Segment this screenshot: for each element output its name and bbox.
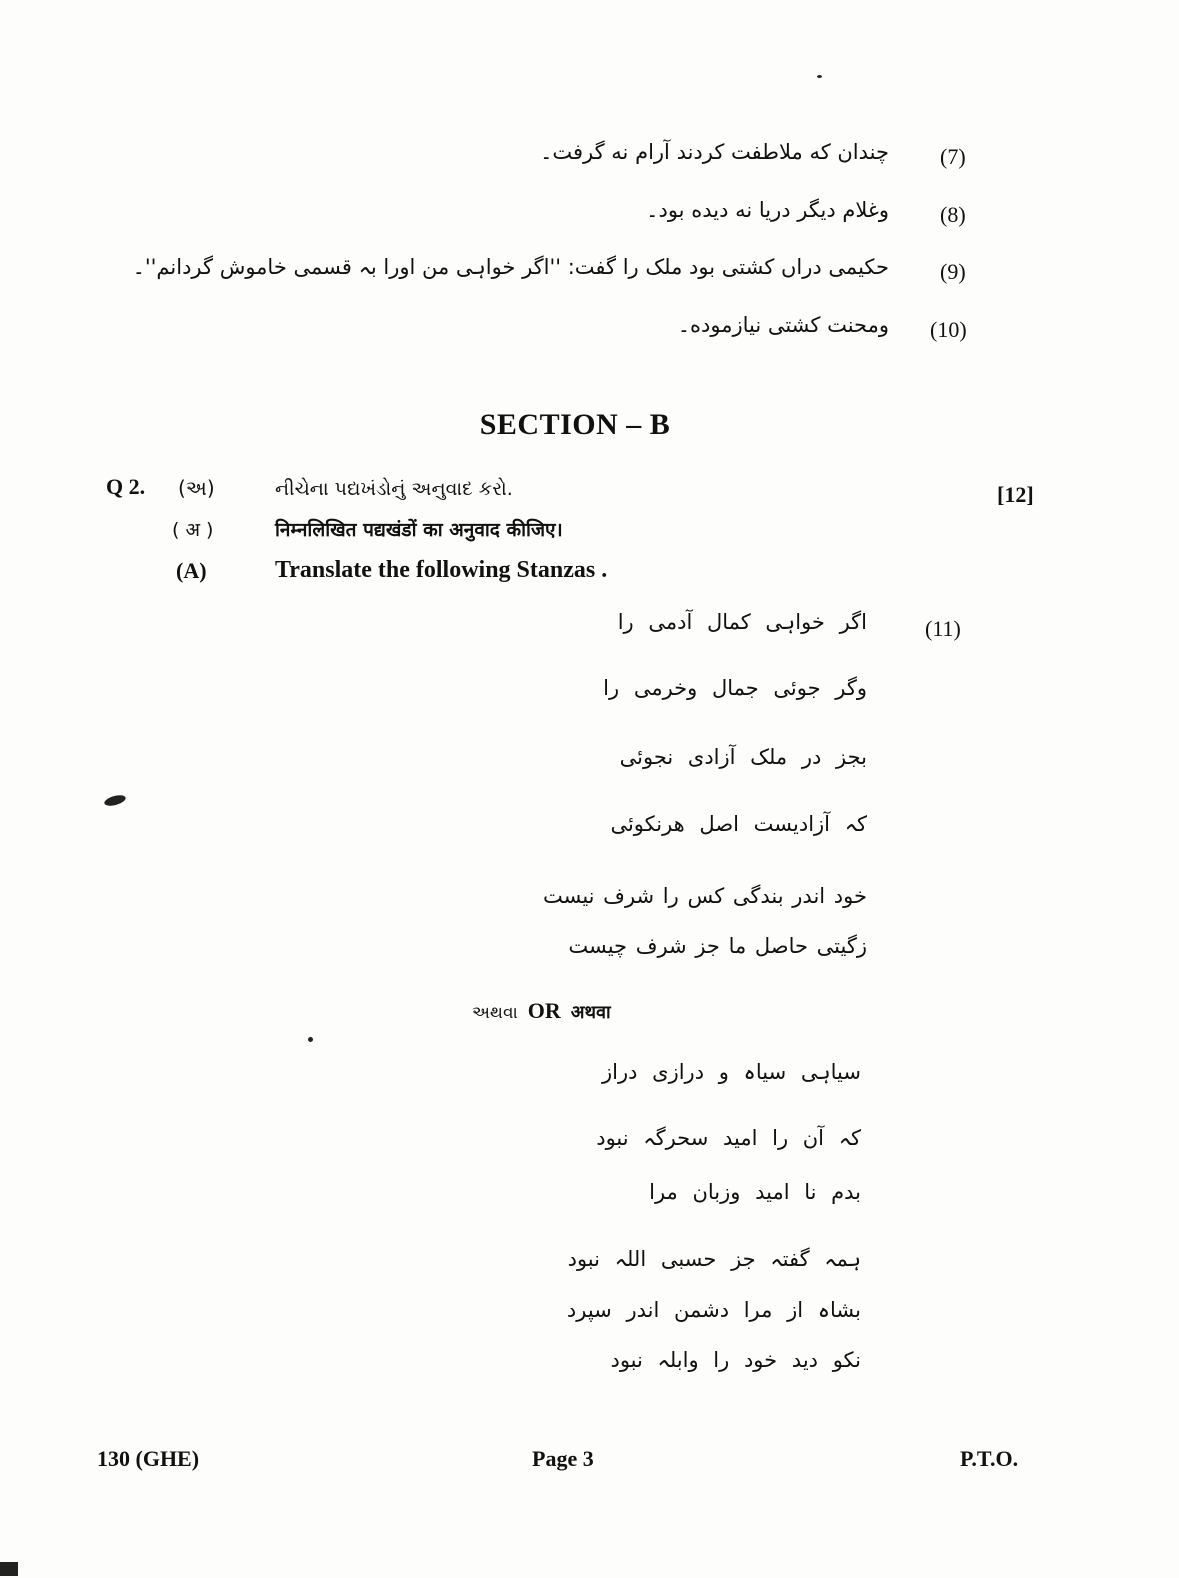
stanza-1-line: زگیتی حاصل ما جز شرف چیست xyxy=(568,934,867,958)
stanza-1-line: وگر جوئی جمال وخرمی را xyxy=(603,676,867,700)
scan-speck xyxy=(817,75,822,78)
or-english: OR xyxy=(527,998,561,1023)
stanza-1-line: بجز در ملک آزادی نجوئی xyxy=(619,745,867,769)
q1-item-10-number: (10) xyxy=(930,317,967,342)
instruction-hindi: निम्नलिखित पद्यखंडों का अनुवाद कीजिए। xyxy=(275,519,563,541)
stanza-2-line: ہمہ گفتہ جز حسبی اللہ نبود xyxy=(567,1247,861,1271)
q1-item-10-text: ومحنت کشتی نیازموده۔ xyxy=(677,313,889,337)
stanza-1-number: (11) xyxy=(925,616,961,641)
section-title: SECTION – B xyxy=(479,408,671,441)
q1-item-8-text: وغلام دیگر دریا نه دیده بود۔ xyxy=(646,198,889,222)
question-number: Q 2. xyxy=(106,474,146,499)
stanza-2-line: سیاہی سیاہ و درازی دراز xyxy=(602,1060,861,1084)
stanza-2-line: نکو دید خود را وابلہ نبود xyxy=(610,1348,861,1372)
scan-speck xyxy=(308,1037,313,1042)
q1-item-9-text: حکیمی دراں کشتی بود ملک را گفت: ''اگر خواہی من اورا بہ قسمی خاموش گردانم''۔ xyxy=(132,255,889,279)
q1-item-9-number: (9) xyxy=(940,259,966,284)
sub-label-hindi: ( अ ) xyxy=(172,519,214,541)
stanza-1-line: اگر خواہی کمال آدمی را xyxy=(617,610,867,634)
page-number: Page 3 xyxy=(532,1446,594,1471)
or-hindi: अथवा xyxy=(570,1002,611,1023)
or-separator xyxy=(472,998,611,1024)
paper-code: 130 (GHE) xyxy=(97,1446,200,1471)
marks-badge: [12] xyxy=(997,482,1034,507)
stanza-2-line: کہ آن را امید سحرگہ نبود xyxy=(596,1126,861,1150)
q1-item-7-text: چندان که ملاطفت کردند آرام نه گرفت۔ xyxy=(540,140,889,164)
stanza-2-line: بشاہ از مرا دشمن اندر سپرد xyxy=(566,1298,861,1322)
stanza-1-line: خود اندر بندگی کس را شرف نیست xyxy=(542,884,867,908)
or-gujarati: અથવા xyxy=(472,1003,518,1023)
instruction-gujarati: નીચેના પદ્યખંડોનું અનુવાદ કરો. xyxy=(275,478,513,500)
pto-label: P.T.O. xyxy=(960,1446,1019,1471)
q1-item-8-number: (8) xyxy=(940,202,966,227)
instruction-english: Translate the following Stanzas . xyxy=(275,557,608,583)
stanza-1-line: کہ آزادیست اصل ھرنکوئی xyxy=(610,812,867,836)
sub-label-gujarati: (અ) xyxy=(178,476,215,500)
q1-item-7-number: (7) xyxy=(940,144,966,169)
scan-speck xyxy=(103,793,127,807)
sub-label-english: (A) xyxy=(176,558,207,583)
scan-edge-mark xyxy=(0,1562,18,1576)
stanza-2-line: بدم نا امید وزبان مرا xyxy=(649,1180,861,1204)
